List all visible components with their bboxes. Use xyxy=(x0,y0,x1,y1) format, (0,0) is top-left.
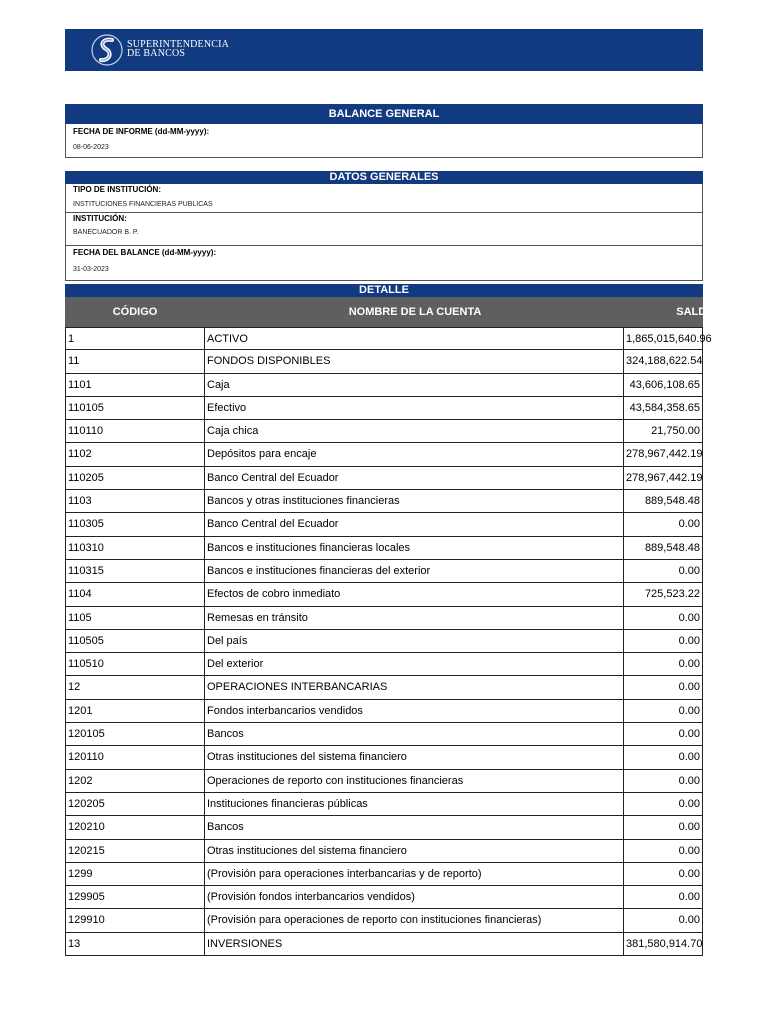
table-row xyxy=(65,420,703,443)
account-table xyxy=(65,327,712,956)
account-name: Bancos e instituciones financieras del exterior xyxy=(204,560,624,582)
account-balance: 0.00 xyxy=(623,909,703,931)
account-name: Caja chica xyxy=(204,420,624,442)
account-code: 110110 xyxy=(65,420,205,442)
account-name: ACTIVO xyxy=(204,328,624,349)
account-code: 110310 xyxy=(65,537,205,559)
table-row xyxy=(65,863,703,886)
account-balance: 0.00 xyxy=(623,513,703,535)
account-code: 110505 xyxy=(65,630,205,652)
table-row xyxy=(65,653,703,676)
balance-general-title: BALANCE GENERAL xyxy=(65,104,703,124)
fecha-informe-label: FECHA DE INFORME (dd-MM-yyyy): xyxy=(73,127,210,136)
datos-generales-box xyxy=(65,184,703,281)
account-name: Fondos interbancarios vendidos xyxy=(204,700,624,722)
account-code: 120110 xyxy=(65,746,205,768)
table-row xyxy=(65,700,703,723)
table-row xyxy=(65,933,703,956)
account-name: OPERACIONES INTERBANCARIAS xyxy=(204,676,624,698)
table-row xyxy=(65,886,703,909)
account-balance: 43,606,108.65 xyxy=(623,374,703,396)
fecha-balance-label: FECHA DEL BALANCE (dd-MM-yyyy): xyxy=(73,248,217,257)
tipo-institucion-value: INSTITUCIONES FINANCIERAS PUBLICAS xyxy=(73,201,213,208)
account-code: 1202 xyxy=(65,770,205,792)
account-balance: 725,523.22 xyxy=(623,583,703,605)
account-balance: 0.00 xyxy=(623,816,703,838)
superintendencia-logo-icon xyxy=(91,33,123,67)
balance-general-box xyxy=(65,124,703,158)
table-row xyxy=(65,490,703,513)
account-name: Caja xyxy=(204,374,624,396)
account-code: 110305 xyxy=(65,513,205,535)
account-balance: 0.00 xyxy=(623,723,703,745)
table-row xyxy=(65,909,703,932)
account-name: Remesas en tránsito xyxy=(204,607,624,629)
separator xyxy=(66,245,702,246)
table-row xyxy=(65,770,703,793)
column-header-nombre: NOMBRE DE LA CUENTA xyxy=(348,306,482,318)
account-balance: 381,580,914.70 xyxy=(623,933,703,955)
account-code: 110205 xyxy=(65,467,205,489)
account-code: 1105 xyxy=(65,607,205,629)
account-balance: 0.00 xyxy=(623,886,703,908)
header-banner xyxy=(65,29,703,71)
column-header-codigo: CÓDIGO xyxy=(112,306,158,318)
institucion-label: INSTITUCIÓN: xyxy=(73,214,127,223)
account-name: Depósitos para encaje xyxy=(204,443,624,465)
tipo-institucion-label: TIPO DE INSTITUCIÓN: xyxy=(73,185,161,194)
table-row xyxy=(65,630,703,653)
account-name: (Provisión fondos interbancarios vendidos) xyxy=(204,886,624,908)
account-code: 110315 xyxy=(65,560,205,582)
table-row xyxy=(65,840,703,863)
account-balance: 0.00 xyxy=(623,770,703,792)
table-row xyxy=(65,467,703,490)
fecha-balance-value: 31-03-2023 xyxy=(73,266,109,273)
account-code: 13 xyxy=(65,933,205,955)
account-balance: 21,750.00 xyxy=(623,420,703,442)
logo-text xyxy=(127,40,229,58)
detalle-title: DETALLE xyxy=(65,284,703,297)
account-name: Banco Central del Ecuador xyxy=(204,467,624,489)
table-row xyxy=(65,443,703,466)
table-row xyxy=(65,513,703,536)
account-code: 110510 xyxy=(65,653,205,675)
table-row xyxy=(65,816,703,839)
account-code: 1299 xyxy=(65,863,205,885)
account-balance: 278,967,442.19 xyxy=(623,467,703,489)
account-name: (Provisión para operaciones de reporto con instituciones financieras) xyxy=(204,909,624,931)
table-row xyxy=(65,327,712,350)
account-code: 129905 xyxy=(65,886,205,908)
account-balance: 324,188,622.54 xyxy=(623,350,703,372)
account-code: 1102 xyxy=(65,443,205,465)
account-balance: 889,548.48 xyxy=(623,537,703,559)
account-name: INVERSIONES xyxy=(204,933,624,955)
table-row xyxy=(65,397,703,420)
account-code: 120215 xyxy=(65,840,205,862)
account-balance: 0.00 xyxy=(623,700,703,722)
account-code: 129910 xyxy=(65,909,205,931)
account-balance: 43,584,358.65 xyxy=(623,397,703,419)
logo-line-2: DE BANCOS xyxy=(127,48,186,59)
account-code: 12 xyxy=(65,676,205,698)
account-name: FONDOS DISPONIBLES xyxy=(204,350,624,372)
account-balance: 1,865,015,640.96 xyxy=(623,328,703,349)
account-code: 1101 xyxy=(65,374,205,396)
account-name: Bancos xyxy=(204,723,624,745)
account-balance: 889,548.48 xyxy=(623,490,703,512)
fecha-informe-value: 08-06-2023 xyxy=(73,144,109,151)
account-code: 120105 xyxy=(65,723,205,745)
account-balance: 0.00 xyxy=(623,746,703,768)
account-code: 1 xyxy=(65,328,205,349)
table-row xyxy=(65,560,703,583)
account-name: Del exterior xyxy=(204,653,624,675)
account-balance: 0.00 xyxy=(623,630,703,652)
table-row xyxy=(65,793,703,816)
account-name: Otras instituciones del sistema financiero xyxy=(204,840,624,862)
account-code: 110105 xyxy=(65,397,205,419)
account-name: Bancos xyxy=(204,816,624,838)
datos-generales-title: DATOS GENERALES xyxy=(65,171,703,184)
table-header xyxy=(65,297,715,327)
table-row xyxy=(65,583,703,606)
account-code: 11 xyxy=(65,350,205,372)
column-header-saldo: SALDO xyxy=(676,306,715,318)
account-balance: 0.00 xyxy=(623,863,703,885)
account-code: 120210 xyxy=(65,816,205,838)
account-name: Del país xyxy=(204,630,624,652)
table-row xyxy=(65,676,703,699)
account-name: Banco Central del Ecuador xyxy=(204,513,624,535)
account-name: Efectivo xyxy=(204,397,624,419)
separator xyxy=(66,212,702,213)
account-name: Bancos y otras instituciones financieras xyxy=(204,490,624,512)
account-code: 1104 xyxy=(65,583,205,605)
account-name: Instituciones financieras públicas xyxy=(204,793,624,815)
table-row xyxy=(65,374,703,397)
account-balance: 0.00 xyxy=(623,793,703,815)
table-row xyxy=(65,537,703,560)
account-code: 1103 xyxy=(65,490,205,512)
institucion-value: BANECUADOR B. P. xyxy=(73,229,139,236)
account-balance: 0.00 xyxy=(623,560,703,582)
account-balance: 0.00 xyxy=(623,653,703,675)
account-name: Operaciones de reporto con instituciones financieras xyxy=(204,770,624,792)
account-balance: 0.00 xyxy=(623,840,703,862)
table-row xyxy=(65,350,703,373)
account-name: Efectos de cobro inmediato xyxy=(204,583,624,605)
table-row xyxy=(65,607,703,630)
account-code: 1201 xyxy=(65,700,205,722)
account-name: Bancos e instituciones financieras locales xyxy=(204,537,624,559)
account-name: (Provisión para operaciones interbancarias y de reporto) xyxy=(204,863,624,885)
account-balance: 278,967,442.19 xyxy=(623,443,703,465)
account-name: Otras instituciones del sistema financiero xyxy=(204,746,624,768)
table-row xyxy=(65,746,703,769)
logo-line-1: SUPERINTENDENCIA xyxy=(127,39,230,50)
account-balance: 0.00 xyxy=(623,676,703,698)
account-balance: 0.00 xyxy=(623,607,703,629)
account-code: 120205 xyxy=(65,793,205,815)
table-row xyxy=(65,723,703,746)
